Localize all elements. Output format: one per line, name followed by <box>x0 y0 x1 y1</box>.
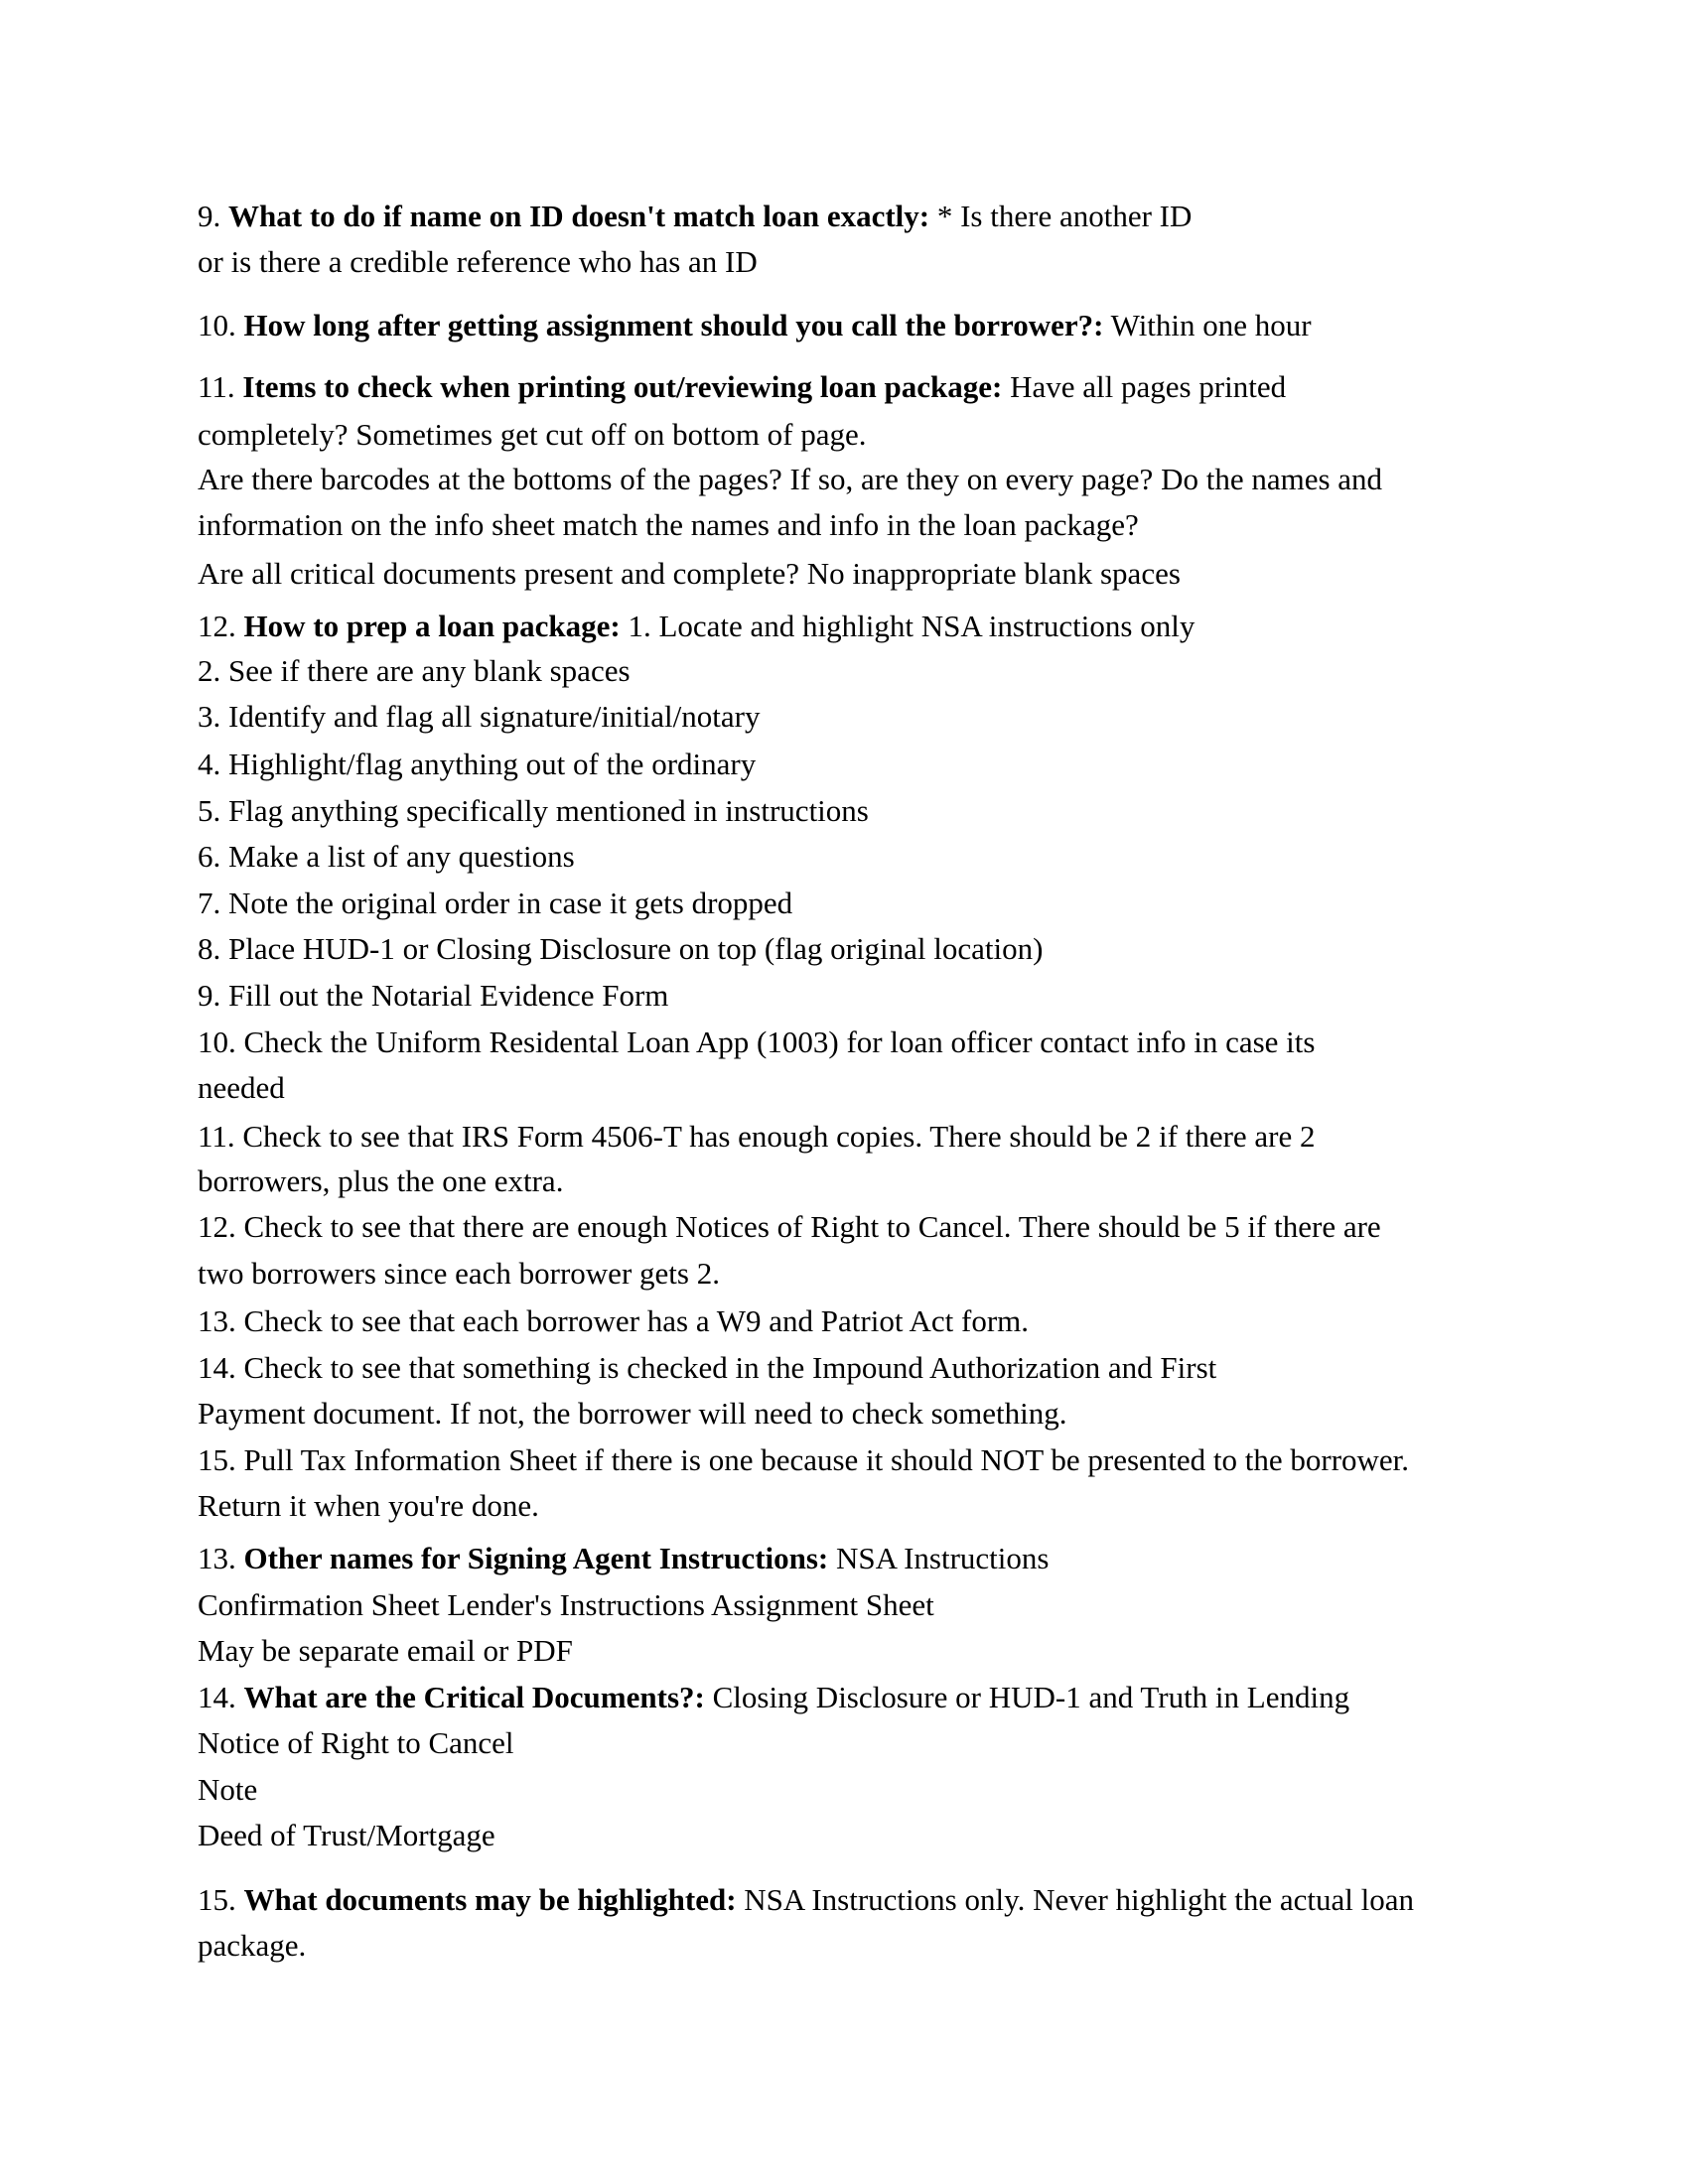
answer-text: information on the info sheet match the names and info in the loan package? <box>198 507 1139 542</box>
item-number: 10. <box>198 308 244 342</box>
answer-line <box>198 1584 934 1626</box>
question-line <box>198 305 1312 346</box>
answer-text: 4. Highlight/flag anything out of the ordinary <box>198 747 757 781</box>
answer-line <box>198 1439 1409 1481</box>
answer-line <box>198 696 760 738</box>
answer-line <box>198 1160 563 1202</box>
answer-text: Notice of Right to Cancel <box>198 1725 514 1760</box>
question-line <box>198 1879 1414 1921</box>
answer-line <box>198 1393 1067 1434</box>
answer-line <box>198 553 1181 595</box>
question-text: Other names for Signing Agent Instructions: <box>243 1541 829 1575</box>
answer-line <box>198 414 867 456</box>
answer-line <box>198 1815 495 1856</box>
answer-line <box>198 650 631 692</box>
question-line <box>198 1677 1349 1718</box>
answer-text: package. <box>198 1928 307 1963</box>
answer-text: 15. Pull Tax Information Sheet if there is one because it should NOT be presented to the borrower. <box>198 1442 1410 1477</box>
question-text: What to do if name on ID doesn't match loan exactly: <box>228 199 930 233</box>
question-line <box>198 366 1286 408</box>
answer-text: Are there barcodes at the bottoms of the pages? If so, are they on every page? Do the names and <box>198 462 1383 496</box>
answer-text: 7. Note the original order in case it gets dropped <box>198 886 793 920</box>
answer-line <box>198 836 575 878</box>
answer-text: NSA Instructions <box>828 1541 1050 1575</box>
answer-text: Have all pages printed <box>1002 369 1287 404</box>
answer-text: or is there a credible reference who has an ID <box>198 244 758 279</box>
answer-text: completely? Sometimes get cut off on bottom of page. <box>198 417 867 452</box>
answer-line <box>198 241 758 283</box>
item-number: 12. <box>198 609 244 643</box>
answer-text: Payment document. If not, the borrower will need to check something. <box>198 1396 1067 1431</box>
answer-text: Are all critical documents present and complete? No inappropriate blank spaces <box>198 556 1181 591</box>
question-text: What are the Critical Documents?: <box>243 1680 705 1714</box>
answer-text: 13. Check to see that each borrower has a W9 and Patriot Act form. <box>198 1303 1030 1338</box>
answer-line <box>198 883 792 924</box>
question-line <box>198 1538 1049 1579</box>
answer-text: Deed of Trust/Mortgage <box>198 1818 495 1852</box>
answer-text: 1. Locate and highlight NSA instructions only <box>620 609 1196 643</box>
answer-line <box>198 504 1139 546</box>
answer-text: Closing Disclosure or HUD-1 and Truth in Lending <box>704 1680 1350 1714</box>
answer-text: 11. Check to see that IRS Form 4506-T has enough copies. There should be 2 if there are 2 <box>198 1119 1316 1154</box>
answer-text: 3. Identify and flag all signature/initial/notary <box>198 699 761 734</box>
answer-text: Note <box>198 1772 258 1807</box>
answer-line <box>198 744 756 785</box>
item-number: 13. <box>198 1541 244 1575</box>
answer-text: 10. Check the Uniform Residental Loan App (1003) for loan officer contact info in case its <box>198 1024 1316 1059</box>
answer-text: 9. Fill out the Notarial Evidence Form <box>198 978 669 1013</box>
answer-line <box>198 790 869 832</box>
answer-line <box>198 928 1043 970</box>
question-text: How to prep a loan package: <box>243 609 621 643</box>
item-number: 15. <box>198 1882 244 1917</box>
question-text: What documents may be highlighted: <box>243 1882 737 1917</box>
answer-text: 12. Check to see that there are enough Notices of Right to Cancel. There should be 5 if there are <box>198 1209 1381 1244</box>
answer-line <box>198 1022 1315 1063</box>
item-number: 11. <box>198 369 243 404</box>
item-number: 9. <box>198 199 228 233</box>
answer-text: Return it when you're done. <box>198 1488 539 1523</box>
question-text: How long after getting assignment should you call the borrower?: <box>243 308 1104 342</box>
answer-text: borrowers, plus the one extra. <box>198 1163 564 1198</box>
answer-text: 5. Flag anything specifically mentioned in instructions <box>198 793 869 828</box>
question-line <box>198 606 1195 647</box>
answer-line <box>198 1485 539 1527</box>
answer-text: 6. Make a list of any questions <box>198 839 575 874</box>
answer-line <box>198 1630 573 1672</box>
answer-text: * Is there another ID <box>929 199 1193 233</box>
answer-line <box>198 1206 1381 1248</box>
item-number: 14. <box>198 1680 244 1714</box>
answer-line <box>198 1925 306 1967</box>
answer-text: 8. Place HUD-1 or Closing Disclosure on top (flag original location) <box>198 931 1044 966</box>
answer-text: Confirmation Sheet Lender's Instructions Assignment Sheet <box>198 1587 934 1622</box>
answer-text: two borrowers since each borrower gets 2. <box>198 1256 720 1291</box>
answer-line <box>198 1067 285 1109</box>
answer-text: needed <box>198 1070 285 1105</box>
answer-line <box>198 1722 514 1764</box>
answer-line <box>198 1253 720 1295</box>
answer-line <box>198 975 668 1017</box>
answer-text: May be separate email or PDF <box>198 1633 573 1668</box>
answer-line <box>198 1769 257 1811</box>
answer-line <box>198 1116 1316 1158</box>
answer-text: Within one hour <box>1103 308 1312 342</box>
question-line <box>198 196 1192 237</box>
answer-text: 2. See if there are any blank spaces <box>198 653 631 688</box>
answer-line <box>198 1300 1029 1342</box>
answer-text: 14. Check to see that something is checked in the Impound Authorization and First <box>198 1350 1217 1385</box>
answer-line <box>198 459 1382 500</box>
question-text: Items to check when printing out/reviewing loan package: <box>242 369 1003 404</box>
answer-line <box>198 1347 1216 1389</box>
answer-text: NSA Instructions only. Never highlight the actual loan <box>736 1882 1415 1917</box>
